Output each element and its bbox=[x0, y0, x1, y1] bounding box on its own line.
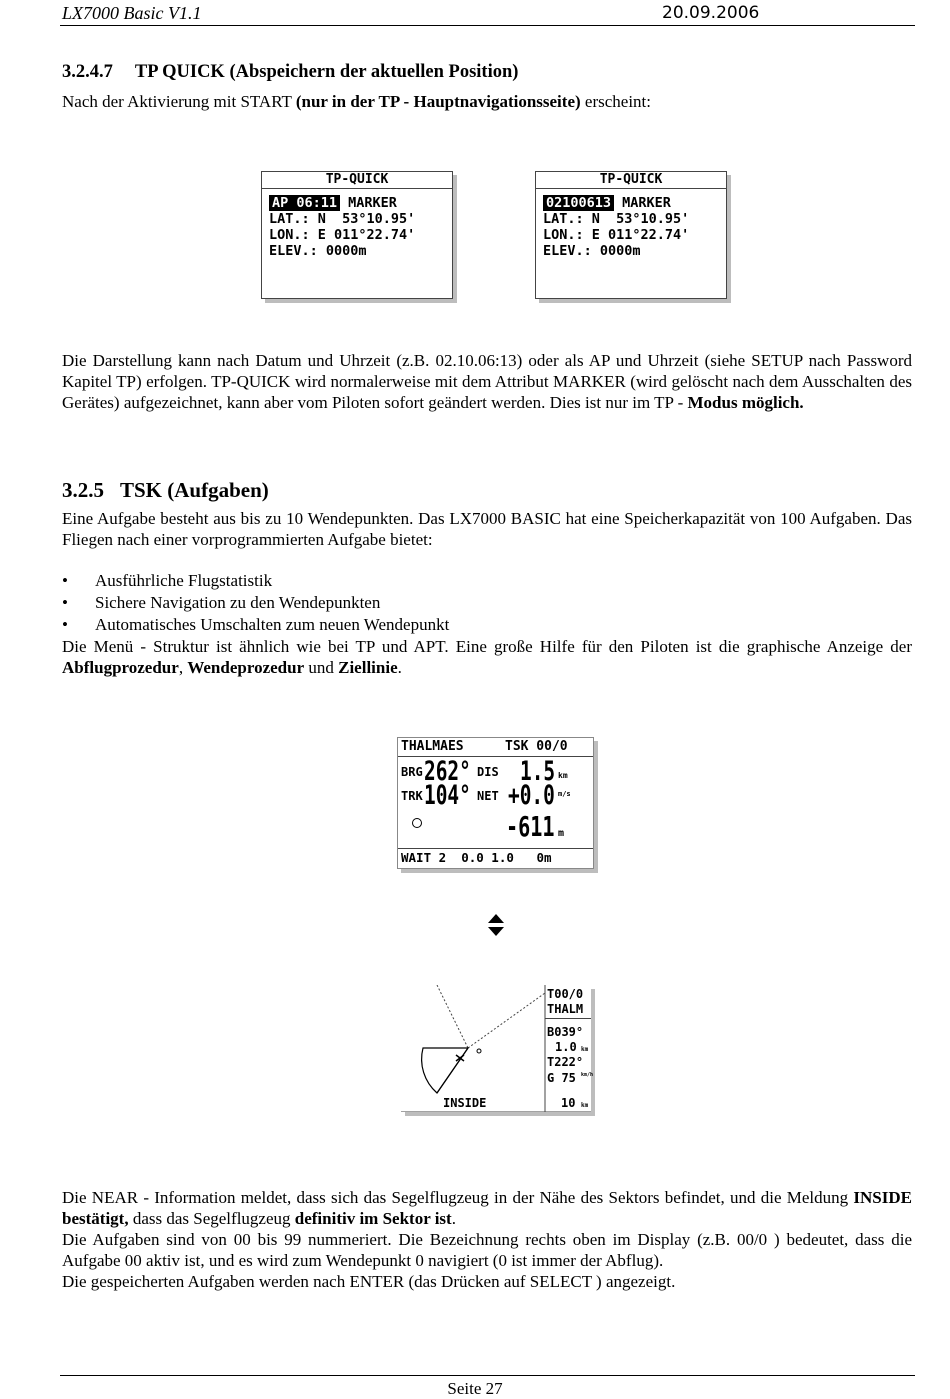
distance-secondary-unit: km bbox=[581, 1102, 589, 1109]
screen-divider bbox=[545, 1018, 591, 1019]
bullet-item: • Ausführliche Flugstatistik bbox=[62, 571, 273, 590]
section-heading-tp-quick: 3.2.4.7 TP QUICK (Abspeichern der aktuellen Position) bbox=[62, 62, 519, 82]
task-numbering-description: Die Aufgaben sind von 00 bis 99 nummeriert. Die Bezeichnung rechts oben im Display (z.B. 00/0 ) bedeutet, dass die Aufgabe 00 aktiv ist, und es wird zum Wendepunkt 0 navigiert (0 ist immer der Abflug). bbox=[62, 1230, 912, 1270]
tsk-menu-description: Die Menü - Struktur ist ähnlich wie bei TP und APT. Eine große Hilfe für den Piloten ist die graphische Anzeige der Abflugprozedur, Wendeprozedur und Ziellinie. bbox=[62, 637, 912, 677]
tag-highlight: 02100613 bbox=[543, 195, 614, 211]
tag-highlight: AP 06:11 bbox=[269, 195, 340, 211]
netto-value: +0.0 bbox=[508, 780, 555, 811]
waypoint-name: THALMAES bbox=[401, 739, 464, 754]
distance-value: 1.5 bbox=[520, 756, 556, 787]
screen-tag-row bbox=[543, 195, 726, 211]
circle-icon bbox=[412, 818, 422, 828]
tp-quick-description: Die Darstellung kann nach Datum und Uhrzeit (z.B. 02.10.06:13) oder als AP und Uhrzeit (siehe SETUP nach Password Kapitel TP) erfolgen. TP-QUICK wird normalerweise mit dem Attribut MARKER (wird gelöscht nach dem Ausschalten des Gerätes) aufgezeichnet, kann aber vom Piloten sofort geändert werden. Dies ist nur im TP - Modus möglich. bbox=[62, 351, 912, 412]
task-indicator: TSK 00/0 bbox=[505, 739, 568, 754]
groundspeed-value: G 75 bbox=[547, 1071, 576, 1085]
elevation-row: ELEV.: 0000m bbox=[543, 243, 641, 259]
altitude-unit: m bbox=[558, 828, 565, 839]
bullet-item: • Sichere Navigation zu den Wendepunkten bbox=[62, 593, 381, 612]
screen-title: TP-QUICK bbox=[262, 172, 452, 189]
bearing-value: 262° bbox=[424, 756, 471, 787]
attribute-label: MARKER bbox=[622, 195, 671, 211]
tsk-intro: Eine Aufgabe besteht aus bis zu 10 Wendepunkten. Das LX7000 BASIC hat eine Speicherkapazität von 100 Aufgaben. Das Fliegen nach einer vorprogrammierten Aufgabe bietet: bbox=[62, 509, 912, 549]
track-value: 104° bbox=[424, 780, 471, 811]
bearing-value: B039° bbox=[547, 1025, 584, 1039]
latitude-row: LAT.: N 53°10.95' bbox=[269, 211, 416, 227]
screen-title: TP-QUICK bbox=[536, 172, 726, 189]
track-value: T222° bbox=[547, 1055, 584, 1069]
footer-rule bbox=[60, 1375, 915, 1376]
wait-status-row: WAIT 2 0.0 1.0 0m bbox=[401, 850, 552, 865]
tsk-graphic-screen bbox=[401, 985, 594, 1112]
distance-unit: km bbox=[558, 771, 568, 780]
tp-quick-screen-date bbox=[535, 171, 727, 299]
screen-tag-row bbox=[269, 195, 452, 211]
distance-unit: km bbox=[581, 1046, 589, 1053]
tp-quick-screen-ap bbox=[261, 171, 453, 299]
document-date: 20.09.2006 bbox=[662, 3, 760, 23]
near-inside-description: Die NEAR - Information meldet, dass sich das Segelflugzeug in der Nähe des Sektors befindet, und die Meldung INSIDE bestätigt, dass das Segelflugzeug definitiv im Sektor ist. bbox=[62, 1188, 912, 1228]
elevation-row: ELEV.: 0000m bbox=[269, 243, 367, 259]
page-number: Seite 27 bbox=[447, 1379, 503, 1398]
distance-label: DIS bbox=[477, 765, 499, 779]
groundspeed-unit: km/h bbox=[581, 1072, 594, 1078]
task-indicator: T00/0 bbox=[547, 987, 584, 1001]
document-title: LX7000 Basic V1.1 bbox=[62, 3, 202, 23]
longitude-row: LON.: E 011°22.74' bbox=[269, 227, 416, 243]
tp-quick-intro: Nach der Aktivierung mit START (nur in der TP - Hauptnavigationsseite) erscheint: bbox=[62, 92, 651, 111]
tsk-navigation-screen bbox=[397, 737, 594, 869]
attribute-label: MARKER bbox=[348, 195, 397, 211]
track-label: TRK bbox=[401, 789, 423, 803]
distance-secondary: 10 bbox=[561, 1096, 576, 1110]
bullet-item: • Automatisches Umschalten zum neuen Wendepunkt bbox=[62, 615, 450, 634]
sector-status: INSIDE bbox=[443, 1096, 487, 1110]
altitude-difference: -611 bbox=[506, 810, 555, 843]
saved-tasks-description: Die gespeicherten Aufgaben werden nach ENTER (das Drücken auf SELECT ) angezeigt. bbox=[62, 1272, 676, 1291]
waypoint-name: THALM bbox=[547, 1002, 584, 1016]
netto-unit: m/s bbox=[558, 790, 571, 798]
distance-value: 1.0 bbox=[555, 1040, 577, 1054]
netto-label: NET bbox=[477, 789, 499, 803]
latitude-row: LAT.: N 53°10.95' bbox=[543, 211, 690, 227]
up-down-arrow-icon bbox=[487, 914, 505, 936]
section-heading-tsk: 3.2.5 TSK (Aufgaben) bbox=[62, 478, 269, 502]
header-rule bbox=[60, 25, 915, 26]
bearing-label: BRG bbox=[401, 765, 423, 779]
longitude-row: LON.: E 011°22.74' bbox=[543, 227, 690, 243]
screen-divider bbox=[398, 848, 593, 849]
